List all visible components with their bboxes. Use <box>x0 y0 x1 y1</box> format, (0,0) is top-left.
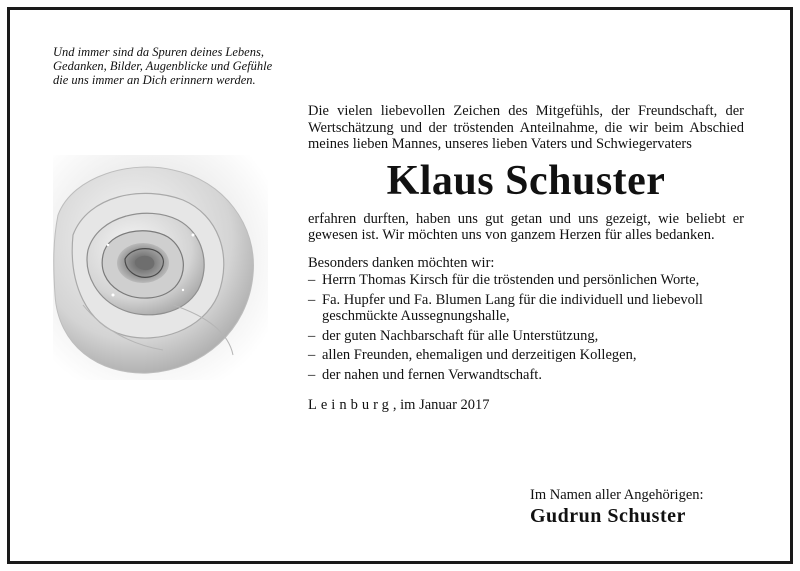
thanks-list <box>308 272 744 383</box>
obituary-text <box>308 103 744 414</box>
list-item: – Fa. Hupfer und Fa. Blumen Lang für die individuell und liebevoll geschmückte Aussegnungshalle, <box>308 292 744 325</box>
list-item: – der nahen und fernen Verwandtschaft. <box>308 367 744 384</box>
place-date: Leinburg, im Januar 2017 <box>308 397 490 413</box>
rose-icon <box>53 155 268 380</box>
quote-line: die uns immer an Dich erinnern werden. <box>53 73 256 87</box>
memorial-quote <box>53 45 323 87</box>
deceased-name: Klaus Schuster <box>386 157 666 204</box>
list-item: – allen Freunden, ehemaligen und derzeitigen Kollegen, <box>308 347 744 364</box>
signer-name: Gudrun Schuster <box>530 505 686 527</box>
thanks-intro: Besonders danken möchten wir: <box>308 254 495 271</box>
intro-paragraph: Die vielen liebevollen Zeichen des Mitgefühls, der Freundschaft, der Wertschätzung und der tröstenden Anteilnahme, die wir beim Abschied meines lieben Mannes, unseres lieben Vaters und Schwiegervaters <box>308 103 744 152</box>
gratitude-paragraph: erfahren durften, haben uns gut getan und uns gezeigt, wie beliebt er gewesen ist. Wir möchten uns von ganzem Herzen für alles bedanken. <box>308 210 744 243</box>
place-name: Leinburg <box>308 397 393 413</box>
signoff-text: Im Namen aller Angehörigen: <box>530 487 704 503</box>
list-item: – Herrn Thomas Kirsch für die tröstenden und persönlichen Worte, <box>308 272 744 289</box>
quote-line: Und immer sind da Spuren deines Lebens, <box>53 45 264 59</box>
quote-line: Gedanken, Bilder, Augenblicke und Gefühle <box>53 59 273 73</box>
date-text: im Januar 2017 <box>400 397 490 413</box>
list-item: – der guten Nachbarschaft für alle Unterstützung, <box>308 328 744 345</box>
